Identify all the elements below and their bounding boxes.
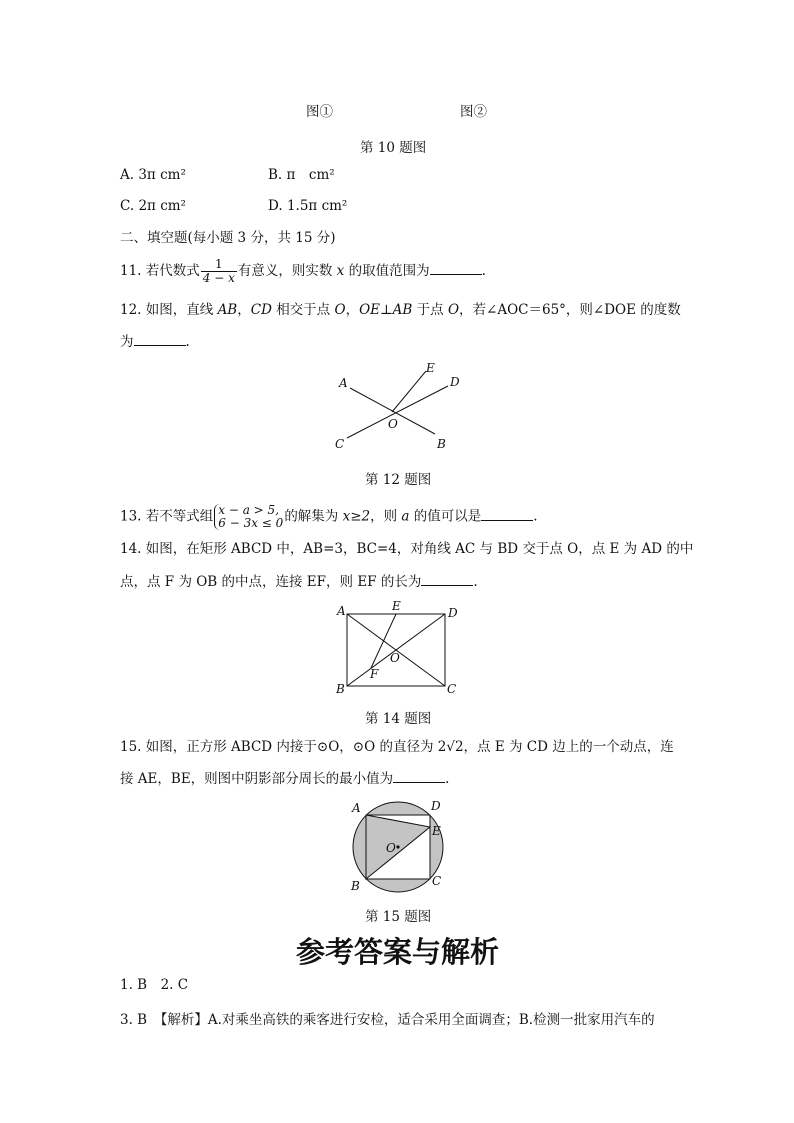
question-15-line2: 接 AE，BE，则图中阴影部分周长的最小值为 . bbox=[120, 771, 450, 787]
point-e: E bbox=[392, 599, 401, 613]
q12-caption: 第 12 题图 bbox=[365, 472, 432, 488]
q14-figure bbox=[335, 600, 460, 700]
point-o: O bbox=[386, 841, 396, 855]
question-13: 13. 若不等式组 x − a > 5, 6 − 3x ≤ 0 的解集为 x≥2，则 a 的值可以是 . bbox=[120, 503, 538, 530]
answer-blank[interactable] bbox=[481, 508, 533, 521]
point-c: C bbox=[447, 682, 457, 696]
q15-caption: 第 15 题图 bbox=[365, 909, 432, 925]
q10-caption: 第 10 题图 bbox=[360, 140, 427, 156]
fig1-label: 图① bbox=[306, 104, 333, 120]
question-12-line2: 为 . bbox=[120, 334, 190, 350]
question-14-line2: 点，点 F 为 OB 的中点，连接 EF，则 EF 的长为 . bbox=[120, 574, 478, 590]
point-b: B bbox=[351, 879, 360, 893]
point-o: O bbox=[388, 417, 398, 431]
point-d: D bbox=[448, 606, 458, 620]
answer-blank[interactable] bbox=[393, 770, 445, 783]
point-b: B bbox=[437, 437, 446, 451]
question-12-line1: 12. 如图，直线 AB，CD 相交于点 O，OE⊥AB 于点 O，若∠AOC＝65°，则∠DOE 的度数 bbox=[120, 302, 681, 318]
point-e: E bbox=[426, 361, 435, 375]
point-d: D bbox=[450, 375, 460, 389]
q10-option-b: B. π cm² bbox=[268, 167, 335, 183]
point-a: A bbox=[339, 376, 348, 390]
point-a: A bbox=[337, 604, 346, 618]
q10-option-a: A. 3π cm² bbox=[120, 167, 186, 183]
fraction: $\frac{1}{4 - x}$ bbox=[202, 257, 235, 285]
q10-option-c: C. 2π cm² bbox=[120, 198, 186, 214]
point-b: B bbox=[336, 682, 345, 696]
inequality-system: x − a > 5, 6 − 3x ≤ 0 bbox=[214, 504, 283, 530]
section-title: 二、填空题(每小题 3 分，共 15 分) bbox=[120, 230, 336, 246]
point-o: O bbox=[390, 651, 400, 665]
answers-line2: 3. B 【解析】A.对乘坐高铁的乘客进行安检，适合采用全面调查；B.检测一批家用汽车的 bbox=[120, 1012, 655, 1028]
answer-blank[interactable] bbox=[134, 333, 186, 346]
answer-blank[interactable] bbox=[421, 573, 473, 586]
point-a: A bbox=[352, 801, 361, 815]
point-c: C bbox=[432, 874, 442, 888]
answers-heading: 参考答案与解析 bbox=[296, 935, 500, 969]
question-11: 11. 若代数式 $\frac{1}{4 - x}$ 有意义，则实数 x 的取值范围为 . bbox=[120, 257, 486, 285]
fig2-label: 图② bbox=[460, 104, 487, 120]
answer-blank[interactable] bbox=[430, 262, 482, 275]
q10-option-d: D. 1.5π cm² bbox=[268, 198, 348, 214]
point-e: E bbox=[432, 824, 441, 838]
q14-caption: 第 14 题图 bbox=[365, 711, 432, 727]
question-15-line1: 15. 如图，正方形 ABCD 内接于⊙O，⊙O 的直径为 2√2，点 E 为 CD 边上的一个动点，连 bbox=[120, 739, 674, 755]
point-c: C bbox=[335, 437, 345, 451]
q15-figure bbox=[340, 795, 460, 895]
q12-figure bbox=[330, 362, 465, 454]
point-d: D bbox=[431, 799, 441, 813]
answers-line1: 1. B 2. C bbox=[120, 977, 189, 993]
question-14-line1: 14. 如图，在矩形 ABCD 中，AB=3，BC=4，对角线 AC 与 BD 交于点 O，点 E 为 AD 的中 bbox=[120, 541, 694, 557]
point-f: F bbox=[370, 667, 379, 681]
